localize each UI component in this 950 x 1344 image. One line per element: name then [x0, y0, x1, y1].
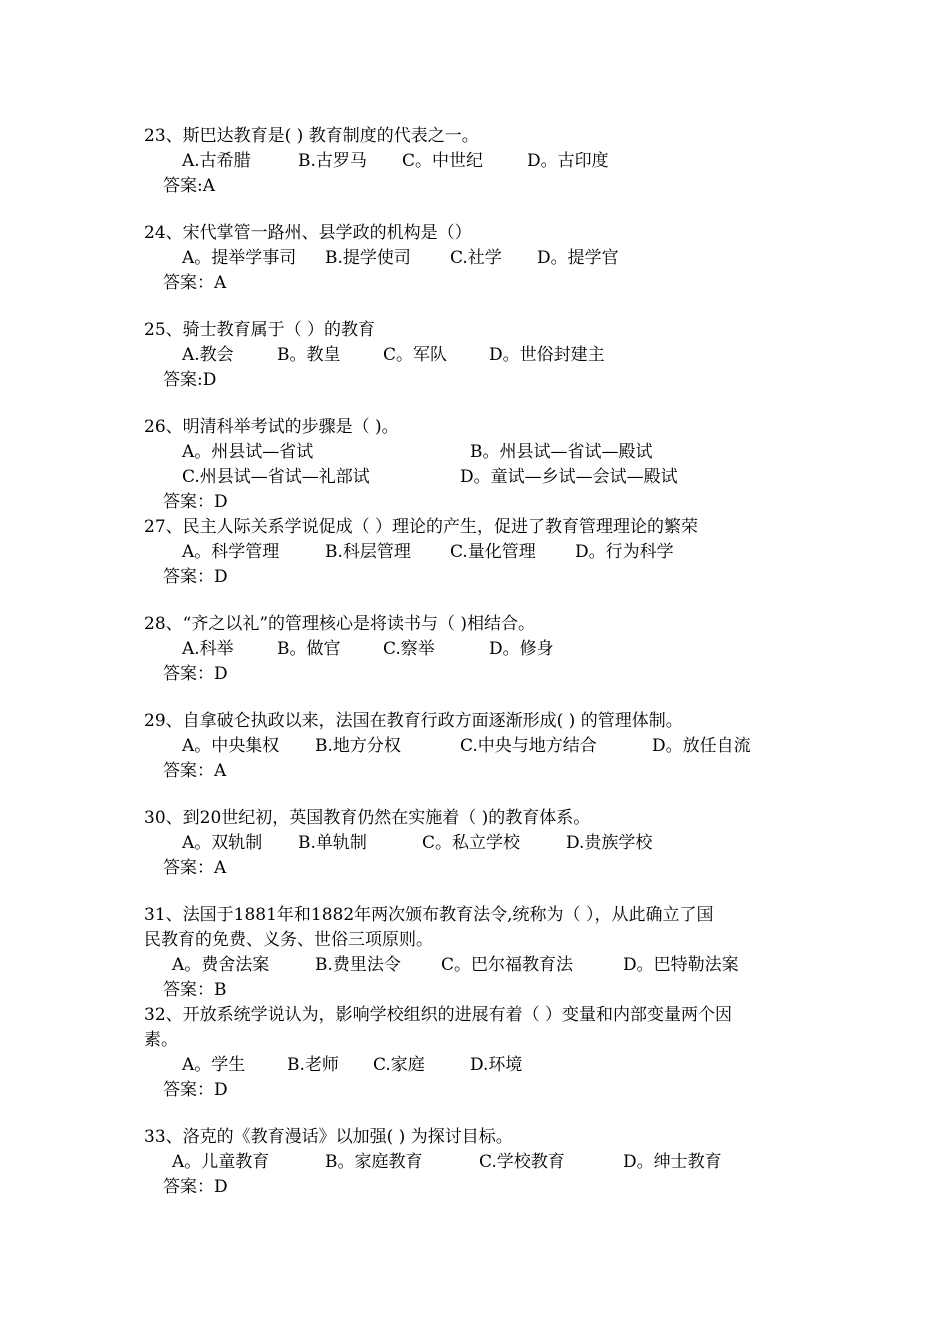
option-26-a: A。州县试—省试 — [182, 442, 314, 462]
option-32-c: C.家庭 — [373, 1055, 425, 1075]
question-28: 28、“齐之以礼”的管理核心是将读书与（ )相结合。 — [144, 614, 536, 634]
option-26-d: D。童试—乡试—会试—殿试 — [460, 467, 678, 487]
option-28-c: C.察举 — [383, 639, 435, 659]
question-29: 29、自拿破仑执政以来，法国在教育行政方面逐渐形成( ) 的管理体制。 — [144, 711, 683, 731]
question-32-continued: 素。 — [144, 1030, 178, 1050]
question-32: 32、开放系统学说认为，影响学校组织的进展有着（ ）变量和内部变量两个因 — [144, 1005, 733, 1025]
option-28-a: A.科举 — [182, 639, 234, 659]
option-31-b: B.费里法令 — [315, 955, 401, 975]
question-27: 27、民主人际关系学说促成（ ）理论的产生，促进了教育管理理论的繁荣 — [144, 517, 699, 537]
option-23-d: D。古印度 — [527, 151, 609, 171]
answer-23: 答案:A — [163, 176, 216, 196]
option-28-d: D。修身 — [489, 639, 554, 659]
option-23-b: B.古罗马 — [298, 151, 367, 171]
option-32-a: A。学生 — [182, 1055, 246, 1075]
option-29-a: A。中央集权 — [182, 736, 280, 756]
answer-25: 答案:D — [163, 370, 217, 390]
answer-31: 答案：B — [163, 980, 227, 1000]
question-30: 30、到20世纪初，英国教育仍然在实施着（ )的教育体系。 — [144, 808, 591, 828]
question-26: 26、明清科举考试的步骤是（ )。 — [144, 417, 399, 437]
option-30-a: A。双轨制 — [182, 833, 263, 853]
answer-26: 答案：D — [163, 492, 228, 512]
option-29-d: D。放任自流 — [652, 736, 751, 756]
question-23: 23、斯巴达教育是( ) 教育制度的代表之一。 — [144, 126, 479, 146]
option-25-b: B。教皇 — [277, 345, 341, 365]
option-24-c: C.社学 — [450, 248, 502, 268]
option-23-c: C。中世纪 — [402, 151, 484, 171]
option-27-c: C.量化管理 — [450, 542, 536, 562]
answer-32: 答案：D — [163, 1080, 228, 1100]
option-29-b: B.地方分权 — [315, 736, 401, 756]
option-30-b: B.单轨制 — [298, 833, 367, 853]
option-24-a: A。提举学事司 — [182, 248, 297, 268]
option-29-c: C.中央与地方结合 — [460, 736, 597, 756]
option-28-b: B。做官 — [277, 639, 341, 659]
option-23-a: A.古希腊 — [182, 151, 251, 171]
question-24: 24、宋代掌管一路州、县学政的机构是（） — [144, 223, 472, 243]
answer-30: 答案：A — [163, 858, 227, 878]
option-25-d: D。世俗封建主 — [489, 345, 605, 365]
answer-28: 答案：D — [163, 664, 228, 684]
option-24-b: B.提学使司 — [325, 248, 411, 268]
option-30-d: D.贵族学校 — [566, 833, 653, 853]
option-32-d: D.环境 — [470, 1055, 523, 1075]
option-26-c: C.州县试—省试—礼部试 — [182, 467, 370, 487]
option-33-d: D。绅士教育 — [623, 1152, 722, 1172]
option-24-d: D。提学官 — [537, 248, 619, 268]
answer-27: 答案：D — [163, 567, 228, 587]
option-27-d: D。行为科学 — [575, 542, 674, 562]
option-31-a: A。费舍法案 — [172, 955, 270, 975]
option-33-c: C.学校教育 — [479, 1152, 565, 1172]
question-25: 25、骑士教育属于（ ）的教育 — [144, 320, 376, 340]
option-31-c: C。巴尔福教育法 — [441, 955, 574, 975]
question-31-continued: 民教育的免费、义务、世俗三项原则。 — [144, 930, 433, 950]
option-27-b: B.科层管理 — [325, 542, 411, 562]
question-33: 33、洛克的《教育漫话》以加强( ) 为探讨目标。 — [144, 1127, 513, 1147]
option-31-d: D。巴特勒法案 — [623, 955, 739, 975]
option-27-a: A。科学管理 — [182, 542, 280, 562]
option-25-c: C。军队 — [383, 345, 448, 365]
option-25-a: A.教会 — [182, 345, 234, 365]
question-31: 31、法国于1881年和1882年两次颁布教育法令,统称为（ ），从此确立了国 — [144, 905, 714, 925]
answer-24: 答案：A — [163, 273, 227, 293]
option-30-c: C。私立学校 — [422, 833, 521, 853]
answer-33: 答案：D — [163, 1177, 228, 1197]
option-26-b: B。州县试—省试—殿试 — [470, 442, 653, 462]
option-33-b: B。家庭教育 — [325, 1152, 423, 1172]
option-32-b: B.老师 — [287, 1055, 339, 1075]
option-33-a: A。儿童教育 — [172, 1152, 270, 1172]
answer-29: 答案：A — [163, 761, 227, 781]
